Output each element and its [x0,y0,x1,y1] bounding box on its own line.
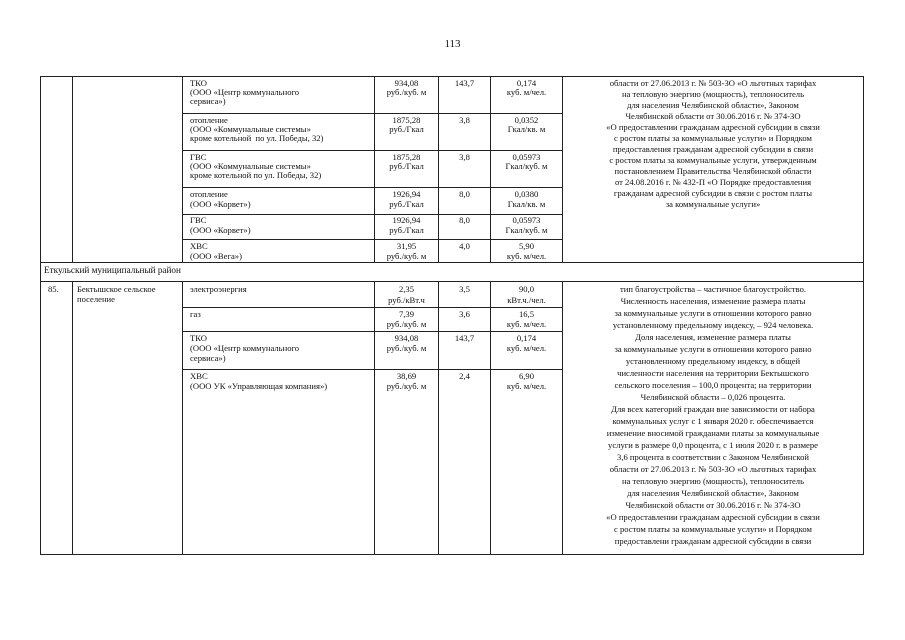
note-line: на тепловую энергию (мощность), теплоноситель [621,89,805,99]
norm-unit: Гкал/кв. м [507,124,546,134]
service-name: кроме котельной по ул. Победы, 32) [190,170,322,180]
tariff-unit: руб./куб. м [386,87,427,97]
note-line: от 24.08.2016 г. № 432-П «О Порядке предоставления [614,177,812,187]
norm-value: 5,90 [518,241,535,251]
tariff-unit: руб./Гкал [389,199,424,209]
column-line-tariff [438,76,439,262]
tariff-value: 1875,28 [392,152,421,162]
note-line: Челябинской области от 30.06.2016 г. № 374-ЗО [625,111,801,121]
note-line: сельского поселения – 100,0 процента; на территории [614,380,812,390]
norm-unit: Гкал/куб. м [505,225,548,235]
norm-unit: Гкал/куб. м [505,161,548,171]
norm-value: 0,05973 [512,215,541,225]
norm-unit: куб. м/чел. [506,319,547,329]
tariff-value: 1926,94 [392,189,421,199]
note-line: для населения Челябинской области», Законом [627,488,799,498]
settlement-name: Бектышское сельское [77,284,156,294]
district-row-top [40,262,864,263]
service-name: газ [190,309,201,319]
norm-value: 16,5 [518,309,535,319]
tariff-unit: руб./Гкал [389,124,424,134]
service-name: сервиса») [190,353,226,363]
note-line: Для всех категорий граждан вне зависимости от набора [611,404,815,414]
service-name: ГВС [190,152,207,162]
service-name: ГВС [190,215,207,225]
note-line: установленному предельному индексу, – 924 человека. [612,320,814,330]
service-name: электроэнергия [190,284,247,294]
column-line-settlement-lower [182,281,183,554]
tariff-unit: руб./куб. м [386,381,427,391]
service-name: (ООО «Центр коммунального [190,343,300,353]
row-separator [182,187,562,188]
note-line: постановлением Правительства Челябинской области [614,166,812,176]
norm-value: 0,174 [516,333,537,343]
row-separator [182,369,562,370]
norm-unit: куб. м/чел. [506,381,547,391]
table-border-top [40,76,864,77]
percent-value: 2,4 [459,371,470,381]
row-number: 85. [48,284,59,294]
tariff-value: 934,08 [394,78,419,88]
column-line-number [72,76,73,262]
district-title: Еткульский муниципальный район [44,265,181,275]
row-separator [182,150,562,151]
norm-value: 0,05973 [512,152,541,162]
service-name: ТКО [190,78,207,88]
tariff-unit: руб./куб. м [386,319,427,329]
norm-unit: куб. м/чел. [506,251,547,261]
row-separator [182,113,562,114]
note-line: «О предоставлении гражданам адресной субсидии в связи [606,122,820,132]
tariff-value: 2,35 [398,284,415,294]
note-line: предоставлени гражданам адресной субсидии в связи [614,536,812,546]
table-border-bottom [40,554,864,555]
percent-value: 8,0 [459,189,470,199]
service-name: (ООО «Корвет») [190,225,251,235]
percent-value: 143,7 [454,78,475,88]
service-name: ТКО [190,333,207,343]
note-line: коммунальных услуг с 1 января 2020 г. обеспечивается [612,416,814,426]
norm-unit: Гкал/кв. м [507,199,546,209]
tariff-value: 934,08 [394,333,419,343]
note-line: установленному предельному индексу, в общей [625,356,801,366]
note-line: изменение вносимой гражданами платы за коммунальные [606,428,820,438]
tariff-unit: руб./кВт.ч [388,295,425,305]
row-separator [182,331,562,332]
service-name: ХВС [190,371,208,381]
settlement-name: поселение [77,294,115,304]
service-name: ХВС [190,241,208,251]
note-line: для населения Челябинской области», Законом [627,100,799,110]
tariff-value: 1875,28 [392,115,421,125]
note-line: с ростом платы за коммунальные услуги, утвержденным [609,155,817,165]
percent-value: 3,8 [459,115,470,125]
service-name: (ООО «Корвет») [190,199,251,209]
tariff-unit: руб./Гкал [389,225,424,235]
norm-value: 90,0 [518,284,535,294]
service-name: (ООО «Коммунальные системы» [190,161,311,171]
norm-value: 0,0352 [514,115,539,125]
note-line: Доля населения, изменение размера платы [635,332,791,342]
note-line: области от 27.06.2013 г. № 503-ЗО «О льготных тарифах [609,78,817,88]
note-line: «О предоставлении гражданам адресной субсидии в связи [606,512,820,522]
service-name: кроме котельной по ул. Победы, 32) [190,133,324,143]
column-line-tariff-lower [438,281,439,554]
note-line: 3,6 процента в соответствии с Законом Челябинской [617,452,809,462]
norm-unit: куб. м/чел. [506,343,547,353]
tariff-unit: руб./Гкал [389,161,424,171]
percent-value: 3,8 [459,152,470,162]
tariff-value: 31,95 [396,241,417,251]
table-border-left [40,76,41,554]
percent-value: 4,0 [459,241,470,251]
note-line: за коммунальные услуги» [665,199,761,209]
service-name: отопление [190,115,228,125]
percent-value: 143,7 [454,333,475,343]
row-separator [182,307,562,308]
page-number: 113 [444,38,461,50]
note-line: Челябинской области от 30.06.2016 г. № 374-ЗО [625,500,801,510]
percent-value: 8,0 [459,215,470,225]
note-line: за коммунальные услуги в отношении которого равно [614,308,812,318]
service-name: (ООО УК «Управляющая компания») [190,381,328,391]
column-line-number-lower [72,281,73,554]
tariff-value: 38,69 [396,371,417,381]
service-name: сервиса») [190,96,226,106]
tariff-value: 1926,94 [392,215,421,225]
norm-value: 0,174 [516,78,537,88]
tariff-unit: руб./куб. м [386,343,427,353]
column-line-settlement [182,76,183,262]
note-line: с ростом платы за коммунальные услуги» и Порядком [614,524,812,534]
service-name: (ООО «Коммунальные системы» [190,124,311,134]
note-line: численности населения на территории Бектышского [617,368,809,378]
district-row-bottom [40,281,864,282]
note-line: услуги в размере 0,0 процента, с 1 июля 2020 г. в размере [608,440,818,450]
note-line: гражданам адресной субсидии в связи с ростом платы [613,188,813,198]
note-line: с ростом платы за коммунальные услуги» и Порядком [614,133,812,143]
percent-value: 3,6 [459,309,470,319]
table-border-right [863,76,864,554]
note-line: Численность населения, изменение размера платы [620,296,806,306]
percent-value: 3,5 [459,284,470,294]
note-line: на тепловую энергию (мощность), теплоноситель [621,476,805,486]
note-line: тип благоустройства – частичное благоустройство. [619,284,807,294]
service-name: отопление [190,189,228,199]
note-line: Челябинской области – 0,026 процента. [640,392,786,402]
norm-value: 6,90 [518,371,535,381]
row-separator [182,239,562,240]
service-name: (ООО «Вега») [190,251,242,261]
norm-unit: кВт.ч./чел. [507,295,546,305]
tariff-unit: руб./куб. м [386,251,427,261]
note-line: предоставления гражданам адресной субсидии в связи [612,144,814,154]
note-line: за коммунальные услуги в отношении которого равно [614,344,812,354]
row-separator [182,214,562,215]
note-line: области от 27.06.2013 г. № 503-ЗО «О льготных тарифах [609,464,817,474]
tariff-value: 7,39 [398,309,415,319]
norm-value: 0,0380 [514,189,539,199]
service-name: (ООО «Центр коммунального [190,87,300,97]
norm-unit: куб. м/чел. [506,87,547,97]
